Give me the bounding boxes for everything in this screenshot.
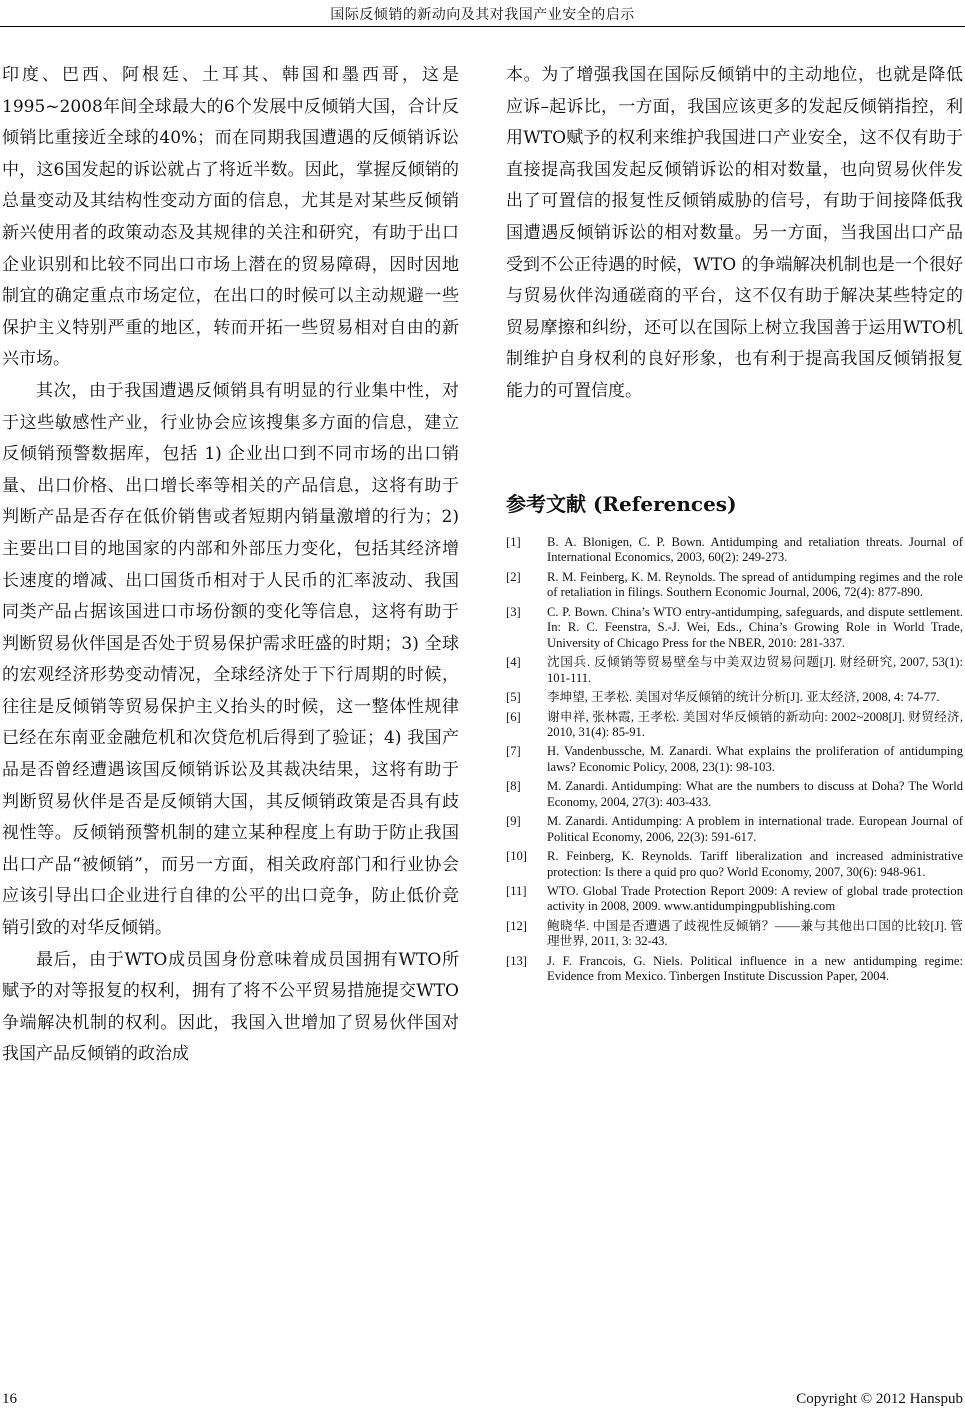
reference-text: R. M. Feinberg, K. M. Reynolds. The spread of antidumping regimes and the role of retaliation in filings. Southern Economic Journal, 2006, 72(4): 877-890.	[547, 569, 963, 600]
reference-number: [11]	[506, 884, 527, 899]
reference-text: WTO. Global Trade Protection Report 2009: A review of global trade protection activity in 2008, 2009. www.antidumpingpublishing.com	[547, 884, 963, 914]
left-column	[2, 60, 459, 1071]
reference-item	[506, 814, 963, 845]
reference-item	[506, 655, 963, 686]
reference-item	[506, 570, 963, 601]
reference-text: R. Feinberg, K. Reynolds. Tariff liberalization and increased administrative protection: Is there a quid pro quo? World Economy, 2007, 30(6): 948-961.	[547, 849, 963, 879]
reference-item	[506, 954, 963, 985]
reference-list	[506, 535, 963, 989]
reference-number: [4]	[506, 655, 521, 670]
reference-text: J. F. Francois, G. Niels. Political influence in a new antidumping regime: Evidence from Mexico. Tinbergen Institute Discussion Paper, 2004.	[547, 953, 963, 984]
reference-item	[506, 884, 963, 915]
page-number: 16	[2, 1391, 17, 1407]
reference-item	[506, 710, 963, 741]
reference-text: M. Zanardi. Antidumping: What are the numbers to discuss at Doha? The World Economy, 2004, 27(3): 403-433.	[547, 779, 963, 809]
body-paragraph: 其次，由于我国遭遇反倾销具有明显的行业集中性，对于这些敏感性产业，行业协会应该搜集多方面的信息，建立反倾销预警数据库，包括 1) 企业出口到不同市场的出口销量、出口价格、出口增长率等相关的产品信息，这将有助于判断产品是否存在低价销售或者短期内销量激增的行为；2) 主要出口目的地国家的内部和外部压力变化，包括其经济增长速度的增减、出口国货币相对于人民币的汇率波动、我国同类产品占据该国进口市场份额的变化等信息，这将有助于判断贸易伙伴国是否处于贸易保护需求旺盛的时期；3) 全球的宏观经济形势变动情况，全球经济处于下行周期的时候，往往是反倾销等贸易保护主义抬头的时候，这一整体性规律已经在东南亚金融危机和次贷危机后得到了验证；4) 我国产品是否曾经遭遇该国反倾销诉讼及其裁决结果，这将有助于判断贸易伙伴是否是反倾销大国，其反倾销政策是否具有歧视性等。反倾销预警机制的建立某种程度上有助于防止我国出口产品“被倾销”，而另一方面，相关政府部门和行业协会应该引导出口企业进行自律的公平的出口竞争，防止低价竞销引致的对华反倾销。	[2, 380, 459, 939]
reference-text: 鲍晓华. 中国是否遭遇了歧视性反倾销？——兼与其他出口国的比较[J]. 管理世界, 2011, 3: 32-43.	[547, 918, 963, 949]
header-rule	[0, 26, 965, 27]
reference-item	[506, 849, 963, 880]
reference-text: B. A. Blonigen, C. P. Bown. Antidumping and retaliation threats. Journal of International Economics, 2003, 60(2): 249-273.	[547, 535, 963, 565]
body-paragraph: 印度、巴西、阿根廷、土耳其、韩国和墨西哥，这是1995~2008年间全球最大的6个发展中反倾销大国，合计反倾销比重接近全球的40%；而在同期我国遭遇的反倾销诉讼中，这6国发起的诉讼就占了将近半数。因此，掌握反倾销的总量变动及其结构性变动方面的信息，尤其是对某些反倾销新兴使用者的政策动态及其规律的关注和研究，有助于出口企业识别和比较不同出口市场上潜在的贸易障碍，因时因地制宜的确定重点市场定位，在出口的时候可以主动规避一些保护主义特别严重的地区，转而开拓一些贸易相对自由的新兴市场。	[2, 65, 459, 370]
reference-item	[506, 690, 963, 705]
reference-item	[506, 919, 963, 950]
reference-item	[506, 605, 963, 651]
reference-number: [5]	[506, 690, 521, 705]
reference-number: [3]	[506, 604, 521, 619]
reference-number: [12]	[506, 918, 527, 933]
reference-number: [6]	[506, 709, 521, 724]
reference-number: [13]	[506, 953, 527, 968]
reference-text: 沈国兵. 反倾销等贸易壁垒与中美双边贸易问题[J]. 财经研究, 2007, 53(1): 101-111.	[547, 655, 963, 685]
reference-text: H. Vandenbussche, M. Zanardi. What explains the proliferation of antidumping laws? Economic Policy, 2008, 23(1): 98-103.	[547, 744, 963, 774]
reference-number: [1]	[506, 535, 521, 549]
body-paragraph: 本。为了增强我国在国际反倾销中的主动地位，也就是降低应诉–起诉比，一方面，我国应该更多的发起反倾销指控，利用WTO赋予的权利来维护我国进口产业安全，这不仅有助于直接提高我国发起反倾销诉讼的相对数量，也向贸易伙伴发出了可置信的报复性反倾销威胁的信号，有助于间接降低我国遭遇反倾销诉讼的相对数量。另一方面，当我国出口产品受到不公正待遇的时候，WTO 的争端解决机制也是一个很好与贸易伙伴沟通磋商的平台，这不仅有助于解决某些特定的贸易摩擦和纠纷，还可以在国际上树立我国善于运用WTO机制维护自身权利的良好形象，也有利于提高我国反倾销报复能力的可置信度。	[506, 65, 963, 401]
reference-item	[506, 535, 963, 566]
reference-number: [7]	[506, 744, 521, 759]
running-header: 国际反倾销的新动向及其对我国产业安全的启示	[330, 7, 635, 23]
reference-text: 李坤望, 王孝松. 美国对华反倾销的统计分析[J]. 亚太经济, 2008, 4: 74-77.	[547, 690, 940, 705]
body-paragraph: 最后，由于WTO成员国身份意味着成员国拥有WTO所赋予的对等报复的权利，拥有了将不公平贸易措施提交WTO争端解决机制的权利。因此，我国入世增加了贸易伙伴国对我国产品反倾销的政治成	[2, 949, 459, 1065]
reference-number: [10]	[506, 849, 527, 864]
reference-item	[506, 744, 963, 775]
right-column	[506, 60, 963, 408]
reference-number: [2]	[506, 569, 521, 584]
reference-number: [9]	[506, 814, 521, 829]
reference-text: M. Zanardi. Antidumping: A problem in international trade. European Journal of Political Economy, 2006, 22(3): 591-617.	[547, 814, 963, 844]
copyright-notice: Copyright © 2012 Hanspub	[796, 1391, 963, 1407]
reference-number: [8]	[506, 779, 521, 794]
reference-text: C. P. Bown. China’s WTO entry-antidumping, safeguards, and dispute settlement. In: R. C. Feenstra, S.-J. Wei, Eds., China’s Growing Role in World Trade, University of Chicago Press for the NBER, 2010: 281-337.	[547, 604, 963, 650]
reference-text: 谢申祥, 张林霞, 王孝松. 美国对华反倾销的新动向: 2002~2008[J]. 财贸经济, 2010, 31(4): 85-91.	[547, 709, 963, 739]
reference-item	[506, 779, 963, 810]
references-heading: 参考文献 (References)	[506, 492, 737, 516]
